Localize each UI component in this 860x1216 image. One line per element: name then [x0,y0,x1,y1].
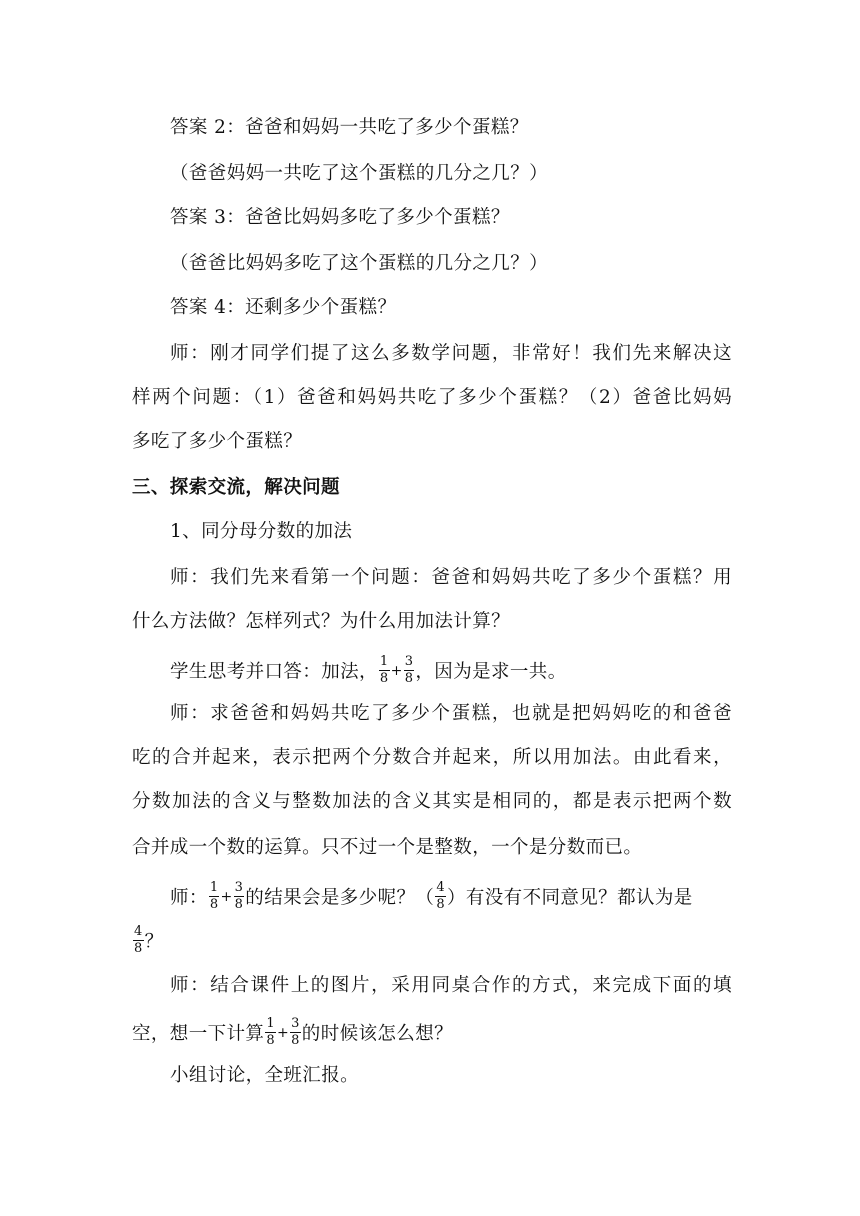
group-discussion-line: 小组讨论，全班汇报。 [170,1065,360,1086]
answer-3-note: （爸爸比妈妈多吃了这个蛋糕的几分之几？） [170,253,549,274]
teacher-paragraph-1-line-3: 多吃了多少个蛋糕？ [132,431,303,452]
fraction-four-eighths: $\frac{4}{8}$ [436,880,445,912]
section-heading: 三、探索交流，解决问题 [132,477,340,498]
teacher-paragraph-3-line-2: 吃的合并起来，表示把两个分数合并起来，所以用加法。由此看来， [132,747,732,768]
plus-sign: + [276,1024,290,1041]
fraction-three-eighths: $\frac{3}{8}$ [234,880,244,912]
answer-2-note: （爸爸妈妈一共吃了这个蛋糕的几分之几？） [170,163,549,184]
answer-2-line: 答案 2：爸爸和妈妈一共吃了多少个蛋糕？ [170,117,529,138]
teacher-paragraph-3-line-1: 师：求爸爸和妈妈共吃了多少个蛋糕，也就是把妈妈吃的和爸爸 [170,703,732,724]
teacher-paragraph-3-line-3: 分数加法的含义与整数加法的含义其实是相同的，都是表示把两个数 [132,791,732,812]
student-answer-line: 学生思考并口答：加法， $\frac{1}{8}$ + $\frac{3}{8}$ ，因为是求一共。 [170,654,567,686]
teacher-paragraph-4-line-2: 空，想一下计算 $\frac{1}{8}$ + $\frac{3}{8}$ 的时候该怎么想？ [132,1016,453,1048]
fraction-three-eighths: $\frac{3}{8}$ [291,1016,300,1048]
fraction-one-eighth: $\frac{1}{8}$ [266,1016,275,1048]
plus-sign: + [390,662,403,679]
teacher-paragraph-3-line-4: 合并成一个数的运算。只不过一个是整数，一个是分数而已。 [132,837,643,858]
fraction-four-eighths: $\frac{4}{8}$ [134,924,143,956]
teacher-paragraph-4-line-1: 师：结合课件上的图片，采用同桌合作的方式，来完成下面的填 [170,975,732,996]
fraction-one-eighth: $\frac{1}{8}$ [379,654,389,686]
fraction-one-eighth: $\frac{1}{8}$ [209,880,219,912]
teacher-question-line: 师： $\frac{1}{8}$ + $\frac{3}{8}$ 的结果会是多少呢？（ $\frac{4}{8}$ ）有没有不同意见？都认为是 [170,880,693,912]
fraction-three-eighths: $\frac{3}{8}$ [404,654,414,686]
answer-4-line: 答案 4：还剩多少个蛋糕？ [170,297,397,318]
subsection-heading: 1、同分母分数的加法 [170,521,353,542]
teacher-paragraph-1-line-2: 样两个问题：（1）爸爸和妈妈共吃了多少个蛋糕？（2）爸爸比妈妈 [132,387,732,408]
teacher-paragraph-1-line-1: 师：刚才同学们提了这么多数学问题，非常好！我们先来解决这 [170,343,732,364]
teacher-paragraph-2-line-2: 什么方法做？怎样列式？为什么用加法计算？ [132,611,511,632]
plus-sign: + [220,888,233,905]
teacher-question-line-2: $\frac{4}{8}$ ？ [134,924,164,956]
answer-3-line: 答案 3：爸爸比妈妈多吃了多少个蛋糕？ [170,207,510,228]
teacher-paragraph-2-line-1: 师：我们先来看第一个问题：爸爸和妈妈共吃了多少个蛋糕？用 [170,567,732,588]
